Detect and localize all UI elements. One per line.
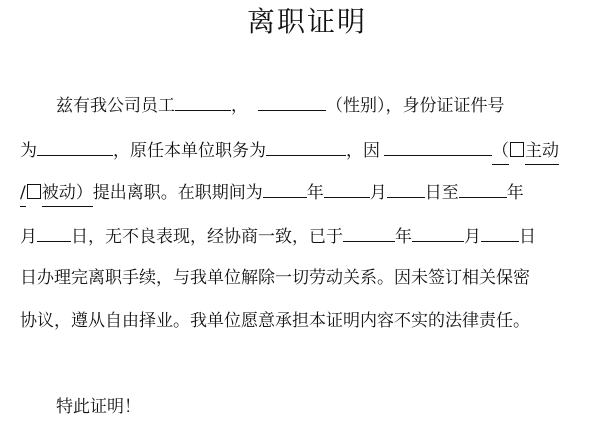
reason-blank[interactable]	[384, 137, 492, 156]
employee-name-blank[interactable]	[175, 92, 231, 111]
paren-open-text: （	[492, 138, 509, 165]
paragraph-line-3	[20, 179, 610, 207]
reason-intro-text: ，因	[346, 141, 380, 161]
comma-text: ，	[231, 96, 248, 116]
paragraph-line-5	[20, 265, 610, 291]
closing-line	[56, 394, 256, 420]
year-text-2: 年	[506, 183, 524, 203]
procedures-text: 日办理完离职手续，与我单位解除一切劳动关系。因未签订相关保密	[20, 268, 530, 288]
paragraph-line-4	[20, 223, 610, 250]
month-text: 月	[369, 183, 387, 203]
gender-blank[interactable]	[258, 92, 326, 111]
leave-year-blank[interactable]	[343, 223, 395, 242]
involuntary-checkbox[interactable]	[27, 184, 41, 199]
month-text-2: 月	[20, 227, 37, 247]
start-day-blank[interactable]	[387, 179, 425, 198]
position-intro-text: ，原任本单位职务为	[113, 141, 266, 161]
day-to-text: 日至	[424, 183, 459, 203]
id-number-blank[interactable]	[37, 137, 113, 156]
gender-id-text: （性别），身份证证件号	[326, 96, 505, 116]
voluntary-label: 主动	[525, 138, 559, 165]
paragraph-line-1	[56, 92, 610, 119]
voluntary-checkbox[interactable]	[510, 142, 524, 157]
year-text-3: 年	[395, 227, 412, 247]
slash-text: /	[20, 180, 26, 207]
end-day-blank[interactable]	[37, 223, 71, 242]
leave-day-blank[interactable]	[481, 223, 519, 242]
document-title: 离职证明	[246, 5, 367, 38]
resign-period-text: 提出离职。在职期间为	[92, 183, 263, 203]
closing-text: 特此证明！	[56, 397, 141, 417]
start-month-blank[interactable]	[324, 179, 370, 198]
end-year-blank[interactable]	[459, 179, 507, 198]
paragraph-line-6	[20, 308, 610, 334]
year-text: 年	[306, 183, 324, 203]
start-year-blank[interactable]	[263, 179, 307, 198]
free-choice-text: 协议，遵从自由择业。我单位愿意承担本证明内容不实的法律责任。	[20, 311, 530, 331]
month-text-3: 月	[464, 227, 481, 247]
wei-text: 为	[20, 141, 37, 161]
involuntary-label: 被动）	[42, 180, 93, 207]
no-misconduct-text: 日，无不良表现，经协商一致，已于	[71, 227, 343, 247]
leave-month-blank[interactable]	[412, 223, 464, 242]
position-blank[interactable]	[266, 137, 346, 156]
paragraph-line-2	[20, 137, 610, 165]
day-text: 日	[519, 227, 536, 247]
employee-intro-text: 兹有我公司员工	[56, 96, 175, 116]
